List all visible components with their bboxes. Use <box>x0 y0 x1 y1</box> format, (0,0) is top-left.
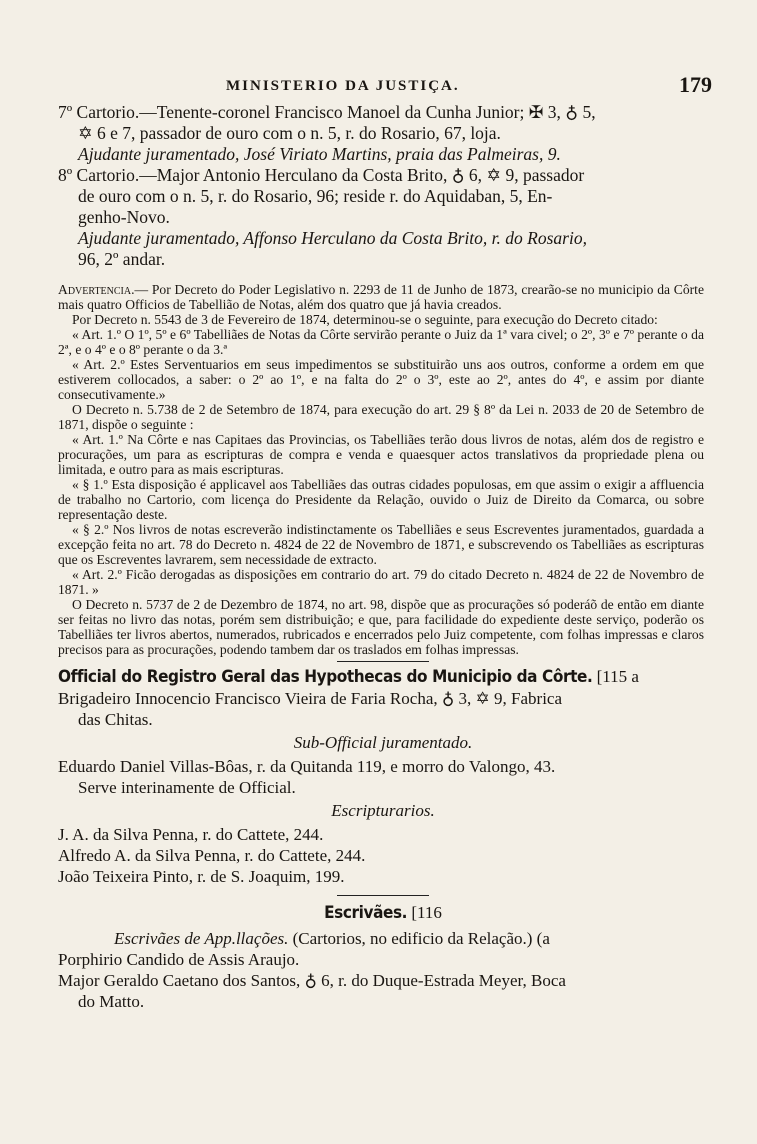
cartorio-8-ajudante <box>58 228 708 270</box>
escrivao-2-line-1: Major Geraldo Caetano dos Santos, ♁ 6, r. do Duque-Estrada Meyer, Boca <box>58 971 566 990</box>
sub-official-line-2: Serve interinamente de Official. <box>78 778 296 797</box>
sub-official-line-1: Eduardo Daniel Villas-Bôas, r. da Quitanda 119, e morro do Valongo, 43. <box>58 757 556 776</box>
page-number: 179 <box>679 72 712 97</box>
appellacoes-rest: (Cartorios, no edificio da Relação.) (a <box>288 929 550 948</box>
cartorio-8-ajudante-line-1: Ajudante juramentado, Affonso Herculano da Costa Brito, r. do Rosario, <box>78 228 587 248</box>
divider <box>337 661 429 662</box>
registro-official-line-2: das Chitas. <box>78 710 153 729</box>
advertencia-paragraph-5: O Decreto n. 5.738 de 2 de Setembro de 1874, para execução do art. 29 § 8º da Lei n. 2033 de 20 de Setembro de 1871, dispõe o seguinte : <box>58 402 704 432</box>
advertencia <box>58 282 708 657</box>
advertencia-paragraph-8: « § 2.º Nos livros de notas escreverão indistinctamente os Tabelliães e seus Escreventes juramentados, guardada a excepção feita no art. 78 do Decreto n. 4824 de 22 de Novembro de 1871, e subscrevendo os Tabelliães as escripturas que os Escreventes lavrarem, sem necessidade de extracto. <box>58 522 704 567</box>
escrivao-2 <box>58 970 708 1012</box>
sub-official-heading: Sub-Official juramentado. <box>293 733 473 752</box>
escrivao-2-line-2: do Matto. <box>78 992 145 1011</box>
cartorio-8 <box>58 165 708 270</box>
appellacoes-line <box>58 928 708 949</box>
advertencia-paragraph-1: Advertencia.— Por Decreto do Poder Legislativo n. 2293 de 11 de Junho de 1873, crearão-se no municipio da Côrte mais quatro Officios de Tabellião de Notas, além dos quatro que já havia creados. <box>58 282 704 312</box>
registro-section <box>58 666 708 887</box>
advertencia-paragraph-10: O Decreto n. 5737 de 2 de Dezembro de 1874, no art. 98, dispõe que as procurações só poderáõ de então em diante ser feitas no livro das notas, porém sem distribuição; e que, para facilidade do expediente deste serviço, poderão os Tabelliães ter livros abertos, numerados, rubricados e encerrados pelo Juiz competente, com folhas impressas e claros precisos para as procurações, podendo tambem dar os traslados em folhas impressas. <box>58 597 704 657</box>
page <box>58 70 712 1012</box>
page-title: MINISTERIO DA JUSTIÇA. <box>226 78 460 94</box>
escripturario-3: João Teixeira Pinto, r. de S. Joaquim, 199. <box>58 867 345 886</box>
registro-official-line-1: Brigadeiro Innocencio Francisco Vieira de Faria Rocha, ♁ 3, ✡ 9, Fabrica <box>58 689 563 708</box>
cartorio-8-line-2: de ouro com o n. 5, r. do Rosario, 96; reside r. do Aquidaban, 5, En- <box>78 186 553 206</box>
escrivaes-section <box>58 902 708 1012</box>
escrivao-1: Porphirio Candido de Assis Araujo. <box>58 950 300 969</box>
cartorio-7-line-2: ✡ 6 e 7, passador de ouro com o n. 5, r. do Rosario, 67, loja. <box>78 123 501 143</box>
appellacoes-heading: Escrivães de App.llações. <box>114 929 289 948</box>
page-header <box>58 70 712 102</box>
registro-title-suffix: [115 a <box>592 667 639 686</box>
advertencia-paragraph-9: « Art. 2.º Ficão derogadas as disposições em contrario do art. 79 do citado Decreto n. 4824 de 22 de Novembro de 1871. » <box>58 567 704 597</box>
registro-official <box>58 688 708 730</box>
escrivaes-title-suffix: [116 <box>407 903 442 922</box>
escripturario-1: J. A. da Silva Penna, r. do Cattete, 244. <box>58 825 324 844</box>
cartorio-7-ajudante: Ajudante juramentado, José Viriato Martins, praia das Palmeiras, 9. <box>78 144 561 164</box>
registro-title: Official do Registro Geral das Hypothecas do Municipio da Côrte. <box>58 667 593 687</box>
escripturario-2: Alfredo A. da Silva Penna, r. do Cattete, 244. <box>58 846 366 865</box>
escrivaes-title: Escrivães. <box>324 903 408 923</box>
cartorio-8-ajudante-line-2: 96, 2º andar. <box>78 249 166 269</box>
registro-heading <box>58 666 708 688</box>
advertencia-paragraph-4: « Art. 2.º Estes Serventuarios em seus impedimentos se substituirão uns aos outros, conforme a ordem em que estiverem collocados, a saber: o 2º ao 1º, e na falta do 2º o 3º, este ao 2º, antes do 4º, e assim por diante consecutivamente.» <box>58 357 704 402</box>
advertencia-paragraph-3: « Art. 1.º O 1º, 5º e 6º Tabelliães de Notas da Côrte servirão perante o Juiz da 1ª vara civel; o 2º, 3º e 7º perante o da 2ª, e o 4º e o 8º perante o da 3.ª <box>58 327 704 357</box>
sub-official <box>58 756 708 798</box>
advertencia-paragraph-2: Por Decreto n. 5543 de 3 de Fevereiro de 1874, determinou-se o seguinte, para execução do Decreto citado: <box>72 312 658 327</box>
cartorio-7-line-1: 7º Cartorio.—Tenente-coronel Francisco Manoel da Cunha Junior; ✠ 3, ♁ 5, <box>58 102 596 122</box>
advertencia-label: Advertencia. <box>58 282 135 297</box>
advertencia-paragraph-6: « Art. 1.º Na Côrte e nas Capitaes das Provincias, os Tabelliães terão dous livros de notas, além dos de registro e procurações, um para as escripturas de compra e venda e quaesquer actos translativos da propriedade plena ou limitada, e outro para as mais escripturas. <box>58 432 704 477</box>
advertencia-paragraph-7: « § 1.º Esta disposição é applicavel aos Tabelliães das outras cidades populosas, em que assim o exigir a affluencia de trabalho no Cartorio, com licença do Presidente da Relação, ouvido o Juiz de Direito da Comarca, ou sobre representação deste. <box>58 477 704 522</box>
escripturarios-heading: Escripturarios. <box>331 801 435 820</box>
cartorio-8-text <box>58 165 708 228</box>
cartorio-8-line-3: genho-Novo. <box>78 207 170 227</box>
cartorio-8-line-1: 8º Cartorio.—Major Antonio Herculano da Costa Brito, ♁ 6, ✡ 9, passador <box>58 165 585 185</box>
cartorio-7-text <box>58 102 708 144</box>
cartorio-7 <box>58 102 708 165</box>
divider <box>337 895 429 896</box>
escrivaes-heading <box>58 902 708 923</box>
